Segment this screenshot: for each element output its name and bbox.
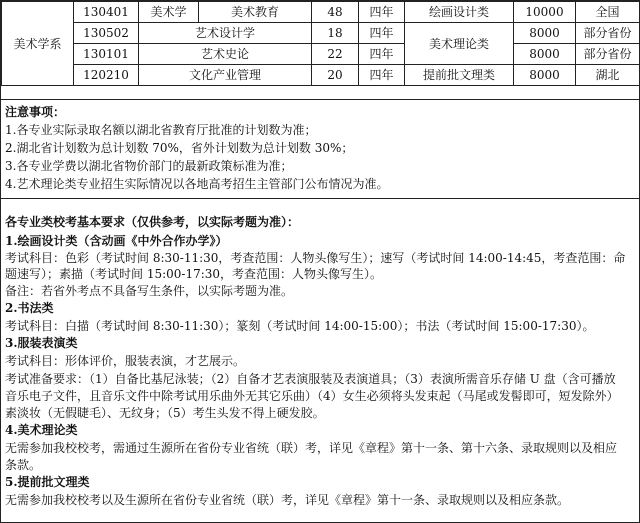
years-cell: 四年 (359, 2, 405, 23)
exam-type-cell: 美术理论类 (405, 23, 514, 65)
table-row (2, 23, 640, 44)
years-cell: 四年 (359, 44, 405, 65)
majors-table (1, 1, 640, 86)
major-name-cell: 文化产业管理 (139, 65, 312, 86)
region-cell: 部分省份 (576, 23, 640, 44)
exam-type-cell: 绘画设计类 (405, 2, 514, 23)
code-cell: 130401 (74, 2, 139, 23)
region-cell: 湖北 (576, 65, 640, 86)
table-row (2, 65, 640, 86)
major-name-cell: 艺术设计学 (139, 23, 312, 44)
region-cell: 全国 (576, 2, 640, 23)
code-cell: 120210 (74, 65, 139, 86)
section-title-fashion-show: 3.服装表演类 (5, 336, 78, 350)
years-cell: 四年 (359, 65, 405, 86)
years-cell: 四年 (359, 23, 405, 44)
note-item: 2.湖北省计划数为总计划数 70%，省外计划数为总计划数 30%； (5, 141, 354, 155)
requirement-text: 无需参加我校校考，需通过生源所在省份专业省统（联）考，详见《章程》第十一条、第十六条、录取规则以及相应 (5, 441, 618, 455)
code-cell: 130101 (74, 44, 139, 65)
requirement-text: 素淡妆（无假睫毛）、无纹身；（5）考生头发不得上硬发胶。 (5, 406, 325, 420)
section-title-early-batch: 5.提前批文理类 (5, 475, 90, 489)
plan-cell: 20 (312, 65, 359, 86)
requirement-text: 条款。 (5, 458, 42, 472)
code-cell: 130502 (74, 23, 139, 44)
fee-cell: 8000 (514, 23, 576, 44)
section-title-calligraphy: 2.书法类 (5, 301, 54, 315)
major-name-cell: 艺术史论 (139, 44, 312, 65)
requirement-text: 音乐电子文件，且音乐文件中除考试用乐曲外无其它乐曲）（4）女生必须将头发束起（马尾或发髻即可，短发除外） (5, 389, 619, 403)
note-item: 1.各专业实际录取名额以湖北省教育厅批准的计划数为准； (5, 123, 317, 137)
table-row (2, 44, 640, 65)
requirement-text: 考试科目：色彩（考试时间 8:30-11:30，考查范围：人物头像写生）；速写（考试时间 14:00-14:45，考查范围：命 (5, 251, 626, 265)
fee-cell: 10000 (514, 2, 576, 23)
notes-title: 注意事项： (5, 105, 66, 119)
notes-section (1, 99, 639, 523)
table-row (2, 2, 640, 23)
requirement-text: 无需参加我校校考以及生源所在省份专业省统（联）考，详见《章程》第十一条、录取规则以及相应条款。 (5, 493, 570, 507)
category-cell: 美术学 (139, 2, 199, 23)
fee-cell: 8000 (514, 65, 576, 86)
requirement-text: 考试准备要求：（1）自备比基尼泳装；（2）自备才艺表演服装及表演道具；（3）表演所需音乐存储 U 盘（含可播放 (5, 372, 616, 386)
exam-type-cell: 提前批文理类 (405, 65, 514, 86)
plan-cell: 22 (312, 44, 359, 65)
requirement-text: 考试科目：白描（考试时间 8:30-11:30）；篆刻（考试时间 14:00-15:00）；书法（考试时间 15:00-17:30）。 (5, 319, 595, 333)
major-name-cell: 美术教育 (199, 2, 312, 23)
plan-cell: 18 (312, 23, 359, 44)
requirement-text: 备注：若省外考点不具备写生条件，以实际考题为准。 (5, 284, 294, 298)
region-cell: 部分省份 (576, 44, 640, 65)
requirement-text: 考试科目：形体评价，服装表演，才艺展示。 (5, 354, 246, 368)
requirements-title: 各专业类校考基本要求（仅供参考，以实际考题为准）： (5, 215, 300, 229)
department-cell: 美术学系 (2, 2, 74, 86)
plan-cell: 48 (312, 2, 359, 23)
section-title-painting-design: 1.绘画设计类（含动画《中外合作办学》） (5, 234, 228, 248)
note-item: 3.各专业学费以湖北省物价部门的最新政策标准为准； (5, 159, 293, 173)
requirement-text: 题速写）；素描（考试时间 15:00-17:30，考查范围：人物头像写生）。 (5, 267, 383, 281)
fee-cell: 8000 (514, 44, 576, 65)
section-divider (1, 198, 639, 199)
note-item: 4.艺术理论类专业招生实际情况以各地高考招生主管部门公布情况为准。 (5, 177, 389, 191)
section-title-art-theory: 4.美术理论类 (5, 423, 78, 437)
